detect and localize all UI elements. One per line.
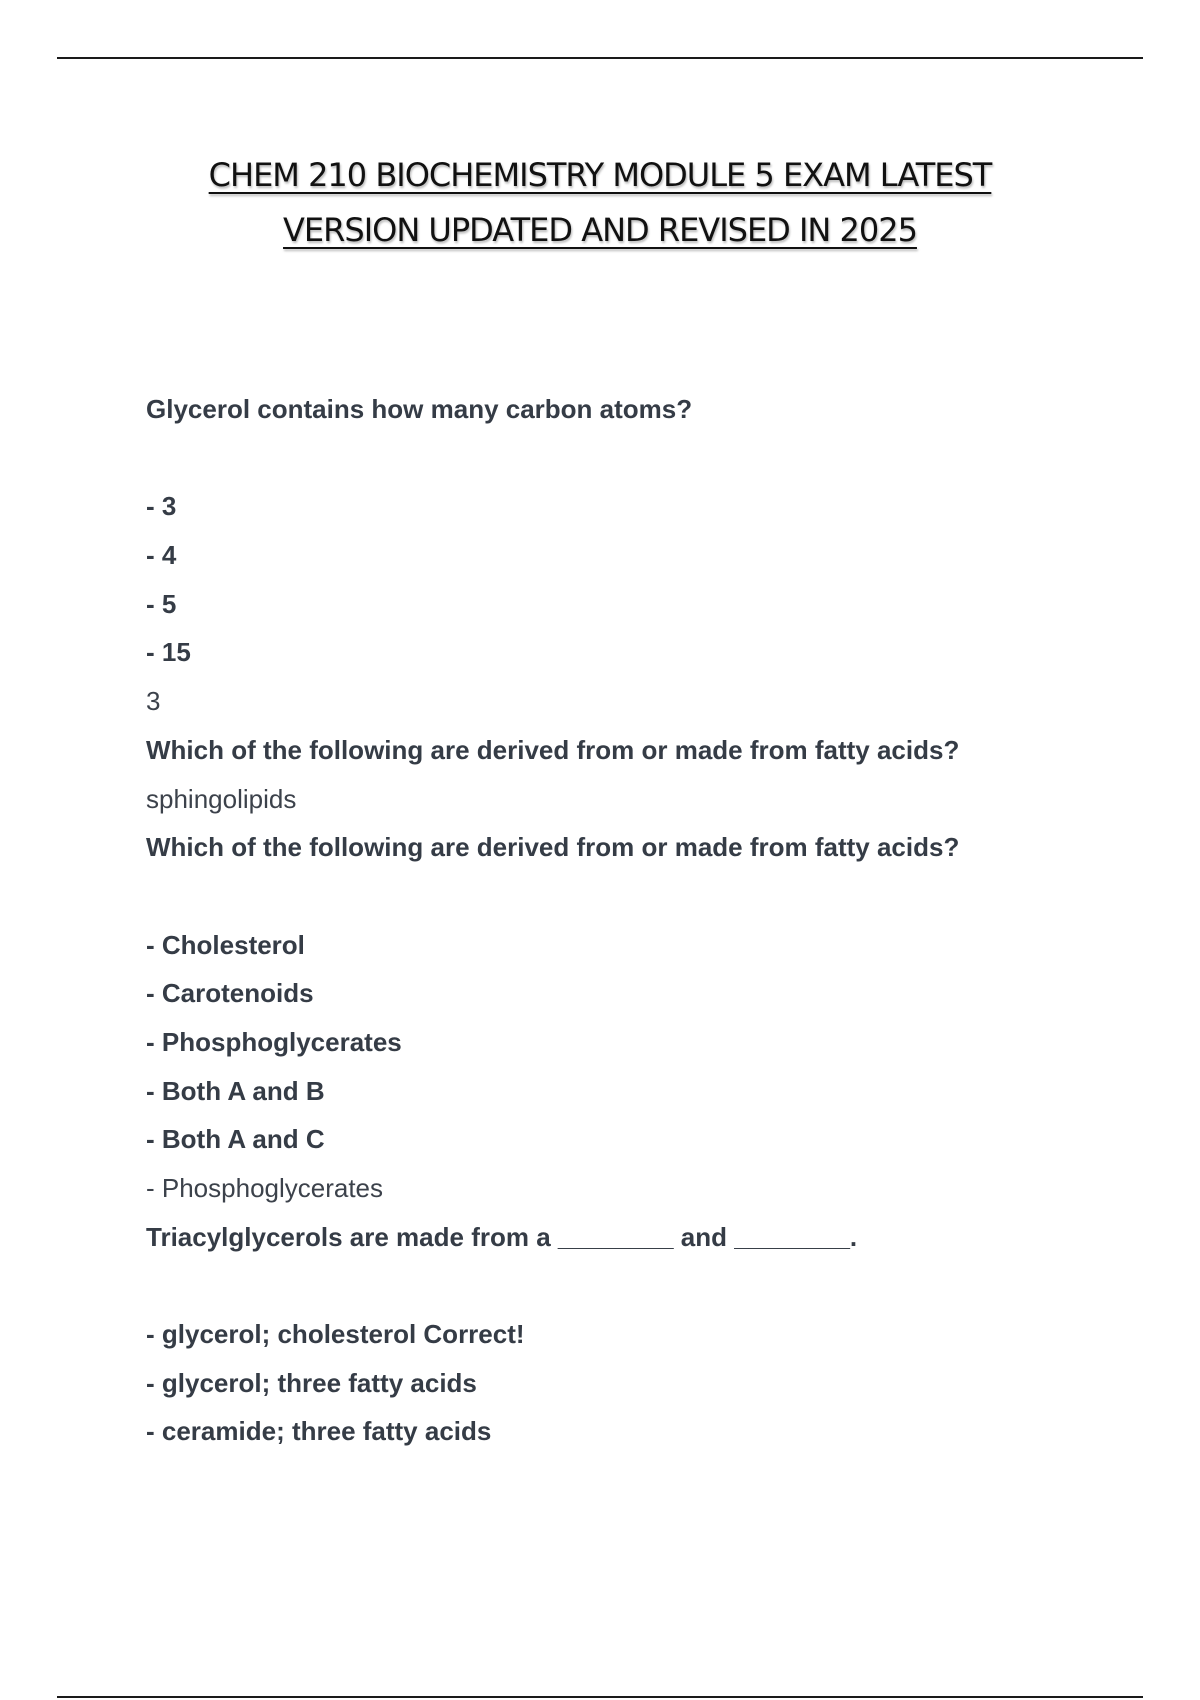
answer-option: - Phosphoglycerates [146, 1026, 402, 1057]
correct-answer: 3 [146, 686, 161, 717]
answer-option: - 3 [146, 491, 177, 522]
top-rule [57, 57, 1143, 59]
question-text: Triacylglycerols are made from a ________ and ________. [146, 1221, 858, 1252]
answer-option: - Cholesterol [146, 929, 305, 960]
spacer [146, 879, 1106, 928]
question-text: Which of the following are derived from or made from fatty acids? [146, 832, 960, 863]
correct-answer: sphingolipids [146, 783, 297, 814]
title-line-1: CHEM 210 BIOCHEMISTRY MODULE 5 EXAM LATEST [208, 156, 992, 194]
document-title [0, 148, 1200, 258]
exam-content [146, 392, 1106, 1463]
spacer [146, 1268, 1106, 1317]
spacer [146, 441, 1106, 490]
answer-option: - Both A and C [146, 1124, 325, 1155]
question-text: Glycerol contains how many carbon atoms? [146, 394, 693, 424]
correct-answer: - Phosphoglycerates [146, 1173, 384, 1203]
answer-option: - 4 [146, 540, 177, 571]
answer-option: - 15 [146, 637, 191, 668]
question-text: Which of the following are derived from or made from fatty acids? [146, 734, 960, 765]
answer-option: - glycerol; cholesterol Correct! [146, 1319, 525, 1350]
answer-option: - 5 [146, 588, 177, 619]
answer-option: - Carotenoids [146, 978, 314, 1009]
answer-option: - Both A and B [146, 1075, 325, 1106]
bottom-rule [57, 1696, 1143, 1698]
answer-option: - glycerol; three fatty acids [146, 1367, 477, 1398]
answer-option: - ceramide; three fatty acids [146, 1416, 492, 1447]
title-line-2: VERSION UPDATED AND REVISED IN 2025 [283, 211, 917, 249]
